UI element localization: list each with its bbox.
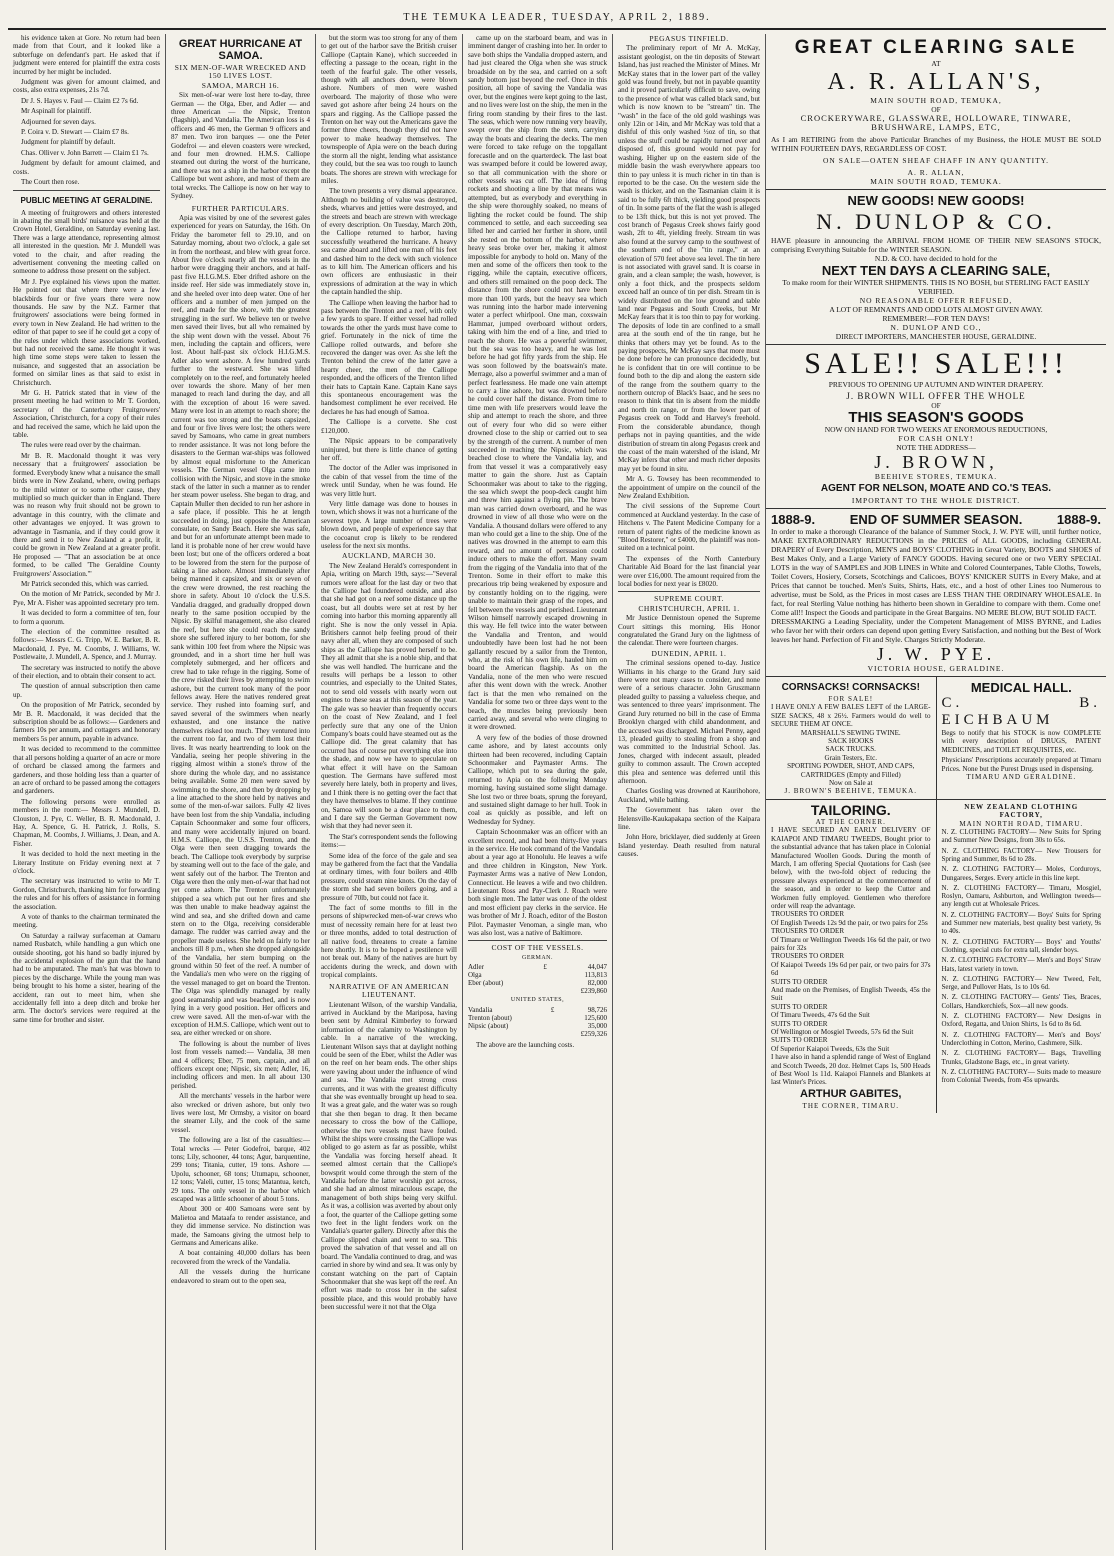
ad-sacks-body: I HAVE ONLY A FEW BALES LEFT of the LARGE-SIZE SACKS, 48 x 26½. Farmers would do well to SECURE THEM AT ONCE. xyxy=(771,703,931,729)
article-subheading: SIX MEN-OF-WAR WRECKED AND 150 LIVES LOST. xyxy=(174,63,307,81)
vessel-name: Vandalia xyxy=(468,1005,493,1014)
paragraph: It was decided to hold the next meeting in the Literary Institute on Friday evening next at 7 o'clock. xyxy=(13,850,160,875)
divider xyxy=(468,940,607,941)
tinfield-article xyxy=(618,44,760,588)
ad-sacks xyxy=(766,677,936,799)
ad-brown-sale: SALE!! SALE!!! xyxy=(804,347,1068,380)
article-heading: GREAT HURRICANE AT SAMOA. xyxy=(178,38,303,62)
paragraph: The Calliope when leaving the harbor had to pass between the Trenton and a reef, with only a few yards to spare. If either vessel had rolled towards the other the yards must have come to grief. Fortunately in the nick of time the Calliope rolled outwards, and before she recovered the danger was over. As she left the Trenton behind the crew of the latter gave a hearty cheer, the men of the Calliope responded, and the officers of the Trenton lifted their hats to Captain Kane. Captain Kane says this spontaneous encouragement was the handsomest compliment he ever received. He declares he has had enough of Samoa. xyxy=(321,298,457,416)
ad-tailor-sig-address: THE CORNER, TIMARU. xyxy=(802,1101,899,1110)
ad-dunlop-p6: REMEMBER!—FOR TEN DAYS! xyxy=(882,314,990,323)
ad-nzcf-item: N. Z. CLOTHING FACTORY— Boys' and Youths' Clothing, special cuts for extra tall, slender boys. xyxy=(941,937,1101,954)
ad-dunlop-big: NEXT TEN DAYS A CLEARING SALE, xyxy=(821,263,1051,278)
column-3 xyxy=(315,34,462,1550)
ad-nzcf-item: N. Z. CLOTHING FACTORY— New Designs in Oxford, Regatta, and Union Shirts, 1s 6d to 8s 6d. xyxy=(941,1012,1101,1029)
ad-tailor-lines xyxy=(771,910,931,1053)
vessel-name: Trenton (about) xyxy=(468,1013,512,1022)
ad-brown-of: OF xyxy=(931,401,941,410)
paragraph: Judgment for plaintiff by default. xyxy=(21,138,116,147)
vessel-name: Olga xyxy=(468,971,482,980)
ad-nzcf-item: N. Z. CLOTHING FACTORY— Suits made to measure from Colonial Tweeds, from 45s upwards. xyxy=(941,1067,1101,1085)
ad-pye-sig-address: VICTORIA HOUSE, GERALDINE. xyxy=(867,664,1005,673)
paragraph: It was decided to form a committee of ten, four to form a quorum. xyxy=(13,609,160,626)
cost-row xyxy=(468,1014,607,1022)
cost-row xyxy=(468,1030,607,1038)
paragraph: Adjourned for seven days. xyxy=(21,117,96,126)
particulars-article xyxy=(171,214,310,1285)
paragraph: The Calliope is a corvette. She cost £120,000. xyxy=(321,418,457,435)
currency xyxy=(551,1030,558,1038)
ad-sacks-line: SPORTING POWDER, SHOT, AND CAPS, xyxy=(787,762,915,771)
ad-pye-year-left: 1888-9. xyxy=(771,512,816,527)
ad-allan-signature: A. R. ALLAN, xyxy=(907,168,965,177)
cost-value: 82,000 xyxy=(587,979,607,988)
paragraph: Some idea of the force of the gale and sea may be gathered from the fact that the Vandalia at ordinary times, with four boilers and 40lb pressure, could steam nine knots. On the day of the storm she had seven boilers going, and a pressure of 70lb, but could not face it. xyxy=(321,851,457,902)
ad-sacks-line: Now on Sale at xyxy=(828,779,873,788)
paragraph: The following are a list of the casualties:— Total wrecks — Peter Godefroi, barque, 402 tons; Lily, schooner, 44 tons; Agur, barquentine, 299 tons; Titania, cutter, 19 tons. Ashore — Upolu, schooner, 68 tons; Utumapu, schooner, 12 tons; Valeli, cutter, 15 tons; Matantua, ketch, 29 tons. The only vessel in the harbor which escaped was a little schooner of about 5 tons. xyxy=(171,1136,310,1204)
cost-value: £259,326 xyxy=(580,1029,607,1038)
paragraph: Mr G. H. Patrick stated that in view of the present meeting he had written to Mr T. Gordon, secretary of the Canterbury Fruitgrowers' Association, Christchurch, for a copy of their rules and had received the same, which he laid upon the table. xyxy=(13,389,160,440)
currency: £ xyxy=(543,963,547,972)
paragraph: The Star's correspondent sends the following items:— xyxy=(321,832,457,850)
ad-pye-signature: J. W. PYE. xyxy=(876,644,996,664)
masthead: THE TEMUKA LEADER, TUESDAY, APRIL 2, 1889. xyxy=(8,6,1106,30)
paragraph: The question of annual subscription then came up. xyxy=(13,682,160,699)
paragraph: Dr J. S. Hayes v. Faul — Claim £2 7s 6d. xyxy=(21,96,139,105)
narrative-continued xyxy=(468,34,607,937)
ad-allan-sig-address: MAIN SOUTH ROAD, TEMUKA. xyxy=(870,177,1002,186)
paragraph: Judgment by default for amount claimed, and costs. xyxy=(13,159,160,176)
ad-sacks-line: Grain Testers, Etc. xyxy=(824,753,878,762)
ad-allan-title: GREAT CLEARING SALE xyxy=(794,37,1078,58)
ad-nzcf-item: N. Z. CLOTHING FACTORY— Moles, Corduroys, Dungarees, Serges. Every article in this line kept. xyxy=(941,865,1101,882)
ad-allan-of: OF xyxy=(931,105,941,114)
hurricane-article xyxy=(171,91,310,200)
cost-row xyxy=(468,979,607,987)
paragraph: Chas. Olliver v. John Barrett — Claim £1 7s. xyxy=(21,148,149,157)
paragraph: Mr Aspinall for plaintiff. xyxy=(21,107,92,116)
paragraph: The civil sessions of the Supreme Court commenced at Auckland yesterday. In the case of Hitchens v. The Patent Medicine Company for a return of patent rights of the medicine known as "Blood Restorer," or £4000, the plaintiff was non-suited on a technical point. xyxy=(618,502,760,553)
ad-medical-body2: Physicians' Prescriptions accurately prepared at Timaru Prices. None but the Purest Drugs used in dispensing. xyxy=(941,756,1101,773)
section-heading: FURTHER PARTICULARS. xyxy=(191,203,290,213)
ad-nzcf-item: N. Z. CLOTHING FACTORY— Bags, Travelling Trunks, Gladstone Bags, etc., in great variety. xyxy=(941,1049,1101,1066)
ad-allan-oaten: ON SALE—OATEN SHEAF CHAFF IN ANY QUANTITY. xyxy=(823,156,1049,165)
dateline: AUCKLAND, MARCH 30. xyxy=(341,551,437,561)
ad-sacks-signature: J. BROWN'S BEEHIVE, TEMUKA. xyxy=(784,787,918,796)
ad-tailor-line: TROUSERS TO ORDER xyxy=(771,910,845,919)
cost-table-german xyxy=(468,963,607,995)
ad-tailor-line: SUITS TO ORDER xyxy=(771,1036,828,1045)
ad-nzcf-items xyxy=(942,828,1102,1084)
cost-row xyxy=(468,1022,607,1030)
ad-nzcf-address: MAIN NORTH ROAD, TIMARU. xyxy=(959,819,1084,828)
ad-tailor-line: And made on the Premises, of English Tweeds, 45s the Suit xyxy=(771,986,931,1003)
paragraph: On the proposition of Mr Patrick, seconded by Mr B. R. Macdonald, it was decided that the subscription should be as follows:— Gardeners and farmers 10s per annum, and cottagers and honorary members 5s per annum, payable in advance. xyxy=(13,701,160,743)
ad-nzcf-item: N. Z. CLOTHING FACTORY— Men's and Boys' Straw Hats, latest variety in town. xyxy=(941,956,1101,973)
article-heading: PEGASUS TINFIELD. xyxy=(649,34,729,43)
ad-tailor-body: I HAVE SECURED AN EARLY DELIVERY OF KAIAPOI AND TIMARU TWEEDS, Bought prior to the substantial advance that has taken place in Colonial Manufactured Woollen Goods. During the month of March, I am offering Special Quotations for Cash (see below), with the two-fold object of reducing the pressure always experienced at the commencement of the season, and in order to keep the Cutter and Workmen fully employed. Gentlemen who therefore order will reap the advantage. xyxy=(771,826,931,910)
ad-pye xyxy=(766,509,1106,677)
paragraph: The criminal sessions opened to-day. Justice Williams in his charge to the Grand Jury said there were not many cases to consider, and none were of a serious character. John Gruszmann pleaded guilty to passing a valueless cheque, and was sentenced to three years' imprisonment. The Grand Jury returned no bill in the case of Emma Brooklyn charged with child abandonment, and the accused was discharged. Michael Penny, aged 13, pleaded guilty to stealing from a shop and was committed to the Industrial School. Jas. Jones, charged with indecent assault, pleaded guilty to common assault. The Crown accepted this plea and sentence was deferred until this afternoon. xyxy=(618,659,760,785)
ad-brown-now: NOW ON HAND FOR TWO WEEKS AT ENORMOUS REDUCTIONS, xyxy=(824,425,1048,434)
ad-tailor-line: Of Timaru Tweeds, 47s 6d the Suit xyxy=(771,1011,870,1020)
ad-nzcf-item: N. Z. CLOTHING FACTORY— Timaru, Mosgiel, Roslyn, Oamaru, Ashburton, and Wellington tweeds—any length cut at Wholesale Prices. xyxy=(941,883,1101,909)
ad-sacks-line: SACK TRUCKS. xyxy=(825,745,876,754)
paragraph: On Saturday a railway surfaceman at Oamaru named Rusbatch, while handling a gun which one outside shooting, got his hand so badly injured by the accidental explosion of the gun that the hand had to be amputated. The man's hat was blown to pieces by the discharge. While the young man was being brought to his home a sister, hearing of the accident, ran out to meet him, when she accidentally fell into a deep ditch and broke her arm. The doctor's services were required at the same time for brother and sister. xyxy=(13,931,160,1024)
ad-allan-at: AT xyxy=(931,59,941,68)
ad-dunlop xyxy=(766,190,1106,345)
ad-brown-agent: AGENT FOR NELSON, MOATE AND CO.'S TEAS. xyxy=(820,483,1052,494)
ad-tailor-line: Of Superior Kaiapoi Tweeds, 63s the Suit xyxy=(771,1044,890,1053)
currency xyxy=(551,1022,558,1030)
ad-pye-year-right: 1888-9. xyxy=(1056,512,1101,527)
ad-nzcf-item: N. Z. CLOTHING FACTORY— Boys' Suits for Spring and Summer new materials, best quality best variety, 9s to 40s. xyxy=(941,910,1101,936)
ad-medical-place: TIMARU AND GERALDINE. xyxy=(966,773,1077,782)
column-2 xyxy=(165,34,315,1550)
ad-sacks-lines xyxy=(771,729,931,788)
ad-nzcf-item: N. Z. CLOTHING FACTORY— Gents' Ties, Braces, Collars, Handkerchiefs, Sox—all new goods. xyxy=(941,993,1101,1010)
paragraph: The following is about the number of lives lost from vessels named:— Vandalia, 38 men and 4 officers; Eber, 75 men, captain, and all officers except one; Nipsic, six men; Adler, 16, including officers and men. In all about 130 perished. xyxy=(171,1039,310,1090)
ad-brown-offer: J. BROWN WILL OFFER THE WHOLE xyxy=(846,391,1026,401)
section-heading: NARRATIVE OF AN AMERICAN LIEUTENANT. xyxy=(329,981,449,1000)
paragraph: came up on the starboard beam, and was in imminent danger of crashing into her. In order to save both ships the Vandalia dropped astern, and had just cleared the Olga when she was struck broadside on by the sea, and carried on a soft sandy bottom just beyond the reef. Once in this position, all hope of saving the Vandalia was over, but the engines were kept going to the last, and no lives were lost on the ship, the men in the firing room standing by their fires to the last. The seas, which were now running very heavily, swept over the ship from the stern, carrying away the boats and clearing the decks. The men were forced to take refuge on the topgallant forecastle and on the quarterdeck. The last boat was swamped before it could be lowered away, so that all communication with the shore or other vessels was cut off. The idea of firing rockets and shooting a line by that means was attempted, but as everybody and everything in the ship were thoroughly soaked, no means of lighting the rocket could be found. The ship commenced to settle, and each succeeding sea lifted her and carried her further in shore, until she rested on the bottom of the harbor, where heavy seas broke over her, making it almost impossible for anybody to hold on. Many of the men and some of the officers then took to the rigging, while the captain, executive officers, and others still remained on the poop deck. The distance from the shore could not have been more than 100 yards, but the heavy sea which was running into the harbor made intervening water a perfect whirlpool. One man, coxswain Hammar, jumped overboard without orders, taking with him the end of a line, and tried to reach the shore. He was a powerful swimmer, but the sea was too heavy, and he was lost before he had got fifty yards from the ship. He was soon followed by the boatswain's mate. Merrage, also a powerful swimmer and a man of perfect fearlessness. He made one vain attempt to carry a line ashore, but was drowned before he could cover half the distance. From time to time men with life preservers would leave the ship and attempt to reach the shore, and three out of every four who did so were either drowned close to the ship or carried out to sea by the strength of the current. A number of men succeeded in reaching the Nipsic, which was beached close to where the Vandalia lay, and from that vessel it was a comparatively easy matter to gain the shore. Just as Captain Schoonmaker was about to take to the rigging, the sea which swept the poop-deck caught him and threw him against a flying pin. The brave man was carried down overboard, and he was drowned in view of all those who were on the Vandalia. A thousand dollars were offered to any man who could get a line to the ship. One of the natives was drowned in the attempt to earn this reward, and no amount of persuasion could induce others to make the effort. Many swam from the rigging of the Vandalia into that of the Trenton. Some in their effort to make this precarious trip being weakened by exposure and by constantly holding on to the rigging, were unable to maintain their grasp of the ropes, and fell between the vessels and perished. Lieutenant Wilson himself narrowly escaped drowning in this way. He fell twice into the water between the Vandalia and Trenton, and would undoubtedly have been lost had he not been gallantly rescued by a sailor from the Trenton, who, at the risk of his own life, hauled him on board the American flagship. As on the Vandalia, none of the men who were rescued after this went down with the wreck. Another fact is that the men who remained on the Vandalia for some two or three days went to the beach, the muscles being previously been carried away, and several who were clinging to it were drowned. xyxy=(468,34,607,732)
ad-nzcf-item: N. Z. CLOTHING FACTORY— New Suits for Spring and Summer New Designs, from 30s to 65s. xyxy=(941,828,1101,845)
cost-german-label: GERMAN. xyxy=(521,954,553,961)
cost-row xyxy=(468,1006,607,1014)
paragraph: P. Coira v. D. Stewart — Claim £7 8s. xyxy=(21,128,129,137)
ad-tailor-head: TAILORING. xyxy=(810,801,891,818)
cost-table-us xyxy=(468,1006,607,1038)
ad-tailor-line: Of Kaiapoi Tweeds 19s 6d per pair, or two pairs for 37s 6d xyxy=(771,960,931,978)
paragraph: Mr Justice Dennistoun opened the Supreme Court sittings this morning. His Honor congratulated the Grand Jury on the lightness of the calendar. There were fourteen charges. xyxy=(618,614,760,648)
paragraph: The secretary was instructed to write to Mr T. Gordon, Christchurch, thanking him for forwarding the rules and for his offers of assistance in forming the association. xyxy=(13,877,160,911)
ad-dunlop-p3: To make room for their WINTER SHIPMENTS. THIS IS NO BOSH, but STERLING FACT EASILY VERIFIED. xyxy=(782,278,1090,296)
paragraph: The Nipsic appears to be comparatively uninjured, but there is little chance of getting her off. xyxy=(321,437,457,462)
paragraph: his evidence taken at Gore. No return had been made from that Court, and it looked like a subterfuge on defendant's part. He asked that if judgment were entered for plaintiff the extra costs incurred by her might be included. xyxy=(13,34,160,76)
ad-dunlop-head: NEW GOODS! NEW GOODS! xyxy=(847,193,1025,208)
ad-tailor-at: AT THE CORNER. xyxy=(815,817,886,826)
ad-nzcf-head: NEW ZEALAND CLOTHING FACTORY, xyxy=(964,802,1079,820)
cost-value: 44,047 xyxy=(587,963,607,972)
ad-brown-prev: PREVIOUS TO OPENING UP AUTUMN AND WINTER DRAPERY. xyxy=(828,380,1044,389)
ad-pye-header xyxy=(771,512,1101,527)
divider xyxy=(13,190,160,191)
hurricane-continued xyxy=(321,34,457,550)
ad-dunlop-name: N. DUNLOP & CO. xyxy=(816,209,1056,234)
paragraph: The town presents a very dismal appearance. Although no building of value was destroyed, sheds, wharves and jetties were destroyed, and the streets and beach are strewn with wreckage of every description. On Tuesday, March 20th, the Calliope returned to harbor, having successfully weathered the hurricane. A heavy sea came aboard and lifted one man off his feet and dashed him to the deck with such violence as to kill him. The American officers and his own officers are enthusiastic in their expressions of admiration at the way in which the captain handled the ship. xyxy=(321,187,457,297)
ad-tailor-line: Of Wellington or Mosgiel Tweeds, 57s 6d the Suit xyxy=(771,1028,914,1037)
paragraph: A very few of the bodies of those drowned came ashore, and by latest accounts only thirteen had been recovered, including Captain Schoonmaker and Paymaster Arms. The Calliope, which put to sea during the gale, returned to Apia on the following Monday morning, having sustained some slight damage. She lost two or three boats, sprung the foreyard, and sustained slight damage to her hull. Took in coal as quickly as possible, and left on Wednesday for Sydney. xyxy=(468,733,607,826)
ad-tailor xyxy=(766,800,936,1113)
paragraph: Mr A. G. Towsey has been recommended to the appointment of umpire on the council of the New Zealand Exhibition. xyxy=(618,475,760,500)
cost-row xyxy=(468,987,607,995)
paragraph: On the motion of Mr Patrick, seconded by Mr J. Pye, Mr A. Fisher was appointed secretary pro tem. xyxy=(13,590,160,607)
dunedin-article xyxy=(618,659,760,858)
court-report xyxy=(13,34,160,187)
ad-allan-name: A. R. ALLAN'S, xyxy=(827,69,1045,95)
ad-dunlop-p2: N.D. & CO. have decided to hold for the xyxy=(874,254,998,263)
court-article xyxy=(618,614,760,648)
column-1 xyxy=(8,34,165,1550)
cost-value: £239,860 xyxy=(580,987,607,996)
ad-dunlop-sig-address: DIRECT IMPORTERS, MANCHESTER HOUSE, GERALDINE. xyxy=(835,332,1037,341)
paragraph: All the vessels during the hurricane endeavored to steam out to the open sea, xyxy=(171,1268,310,1285)
section-heading: SUPREME COURT. xyxy=(654,594,724,604)
ad-dunlop-signature: N. DUNLOP AND CO., xyxy=(890,323,982,332)
ad-tailor-line: Of English Tweeds 12s 9d the pair, or two pairs for 25s xyxy=(771,918,928,927)
paragraph: All the merchants' vessels in the harbor were also wrecked or driven ashore, but only two lives were lost, Mr Ormsby, a visitor on board the steamer Lily, and the cook of the same vessel. xyxy=(171,1092,310,1134)
ad-brown-stores: BEEHIVE STORES, TEMUKA. xyxy=(874,472,998,481)
paragraph: It was decided to recommend to the committee that all persons holding a quarter of an acre or more of orchard be classed among the farmers and gardeners, and those holding less than a quarter of an acre of orchard to be passed among the cottagers and gardeners. xyxy=(13,745,160,796)
vessel-name xyxy=(468,987,543,995)
cost-value: 35,000 xyxy=(587,1021,607,1030)
column-4 xyxy=(462,34,612,1550)
narrative-article xyxy=(321,1001,457,1312)
dateline: SAMOA, MARCH 16. xyxy=(201,80,280,90)
cost-note: The above are the launching costs. xyxy=(476,1040,575,1049)
paragraph: Mr B. R. Macdonald thought it was very necessary that a fruitgrowers' association be formed. Everybody knew what a nuisance the small birds were in New Zealand, where, owing perhaps to the mild winter or to some other cause, they multiplied so much quicker than in England. There was no reason why fruit should not be grown to advantage in this country, with the climate and other advantages we enjoyed. It was grown to advantage in Tasmania, and if they could grow it there and send it to New Zealand at a profit, it could be grown in New Zealand at a greater profit. He proposed — "That an association be at once formed, to be called 'The Geraldine County Fruitgrowers' Association.'" xyxy=(13,451,160,578)
paragraph: John Hore, bricklayer, died suddenly at Green Island yesterday. Death resulted from natural causes. xyxy=(618,833,760,859)
ad-nzcf-item: N. Z. CLOTHING FACTORY— New Trousers for Spring and Summer, 8s 6d to 28s. xyxy=(941,846,1101,863)
ad-nzcf-item: N. Z. CLOTHING FACTORY— New Tweed, Felt, Serge, and Pullover Hats, 1s to 10s 6d. xyxy=(941,974,1101,992)
ad-sacks-head: CORNSACKS! CORNSACKS! xyxy=(781,682,920,693)
paragraph: but the storm was too strong for any of them to get out of the harbor save the British cruiser Calliope (Captain Kane), which succeeded in effecting a passage to the ocean, right in the teeth of the fearful gale. The other vessels, though with all anchors down, were blown ashore. Numbers of men were washed overboard. The majority of those who were saved got ashore after being 24 hours on the spars and rigging. As the Calliope passed the Trenton on her way out the Americans gave the former three cheers, though they did not have power to make headway themselves. The townspeople of Apia were on the beach during the storm all the night, lending what assistance they could, but the sea was too rough to launch boats. The shores are strewn with wreckage for miles. xyxy=(321,34,457,185)
ad-brown-cash: FOR CASH ONLY! xyxy=(898,434,974,443)
currency: £ xyxy=(550,1005,555,1014)
cost-value: 113,813 xyxy=(584,971,607,980)
ad-sacks-line: MARSHALL'S SEWING TWINE. xyxy=(800,728,901,737)
vessel-name xyxy=(468,1030,551,1038)
ad-medical-body: Begs to notify that his STOCK is now COMPLETE with every description of DRUGS, PATENT MEDICINES, and TOILET REQUISITES, etc. xyxy=(941,729,1101,754)
ad-medical xyxy=(936,677,1107,799)
ad-pye-title: END OF SUMMER SEASON. xyxy=(849,512,1023,527)
currency xyxy=(543,971,550,979)
ad-nzcf xyxy=(936,800,1107,1113)
currency xyxy=(543,979,550,987)
paragraph: The following persons were enrolled as members in the room:— Messrs J. Mundell, D. Clouston, J. Pye, C. Weller, B. R. Macdonald, J. Hay, A. Spence, G. H. Patrick, J. Rolls, S. Chapman, M. Coombs, J. Williams, J. Dean, and A. Fisher. xyxy=(13,797,160,848)
vessel-name: Adler xyxy=(468,963,484,972)
column-5 xyxy=(612,34,765,1550)
ad-dunlop-p4: NO REASONABLE OFFER REFUSED, xyxy=(859,296,1013,305)
cost-row xyxy=(468,963,607,971)
paragraph: A vote of thanks to the chairman terminated the meeting. xyxy=(13,913,160,930)
ad-row-tailoring xyxy=(766,800,1106,1113)
paragraph: The fact of some months to fill in the persons of shipwrecked men-of-war crews who must of necessity remain here for at least two or three months, added to total destruction of all native food, threatens to create a famine here shortly. It is to be hoped a pestilence will not break out. Many of the natives are hurt by accidents during the wreck, and down with tropical complaints. xyxy=(321,904,457,980)
paragraph: The Court then rose. xyxy=(21,178,80,187)
paragraph: A boat containing 40,000 dollars has been recovered from the wreck of the Vandalia. xyxy=(171,1249,310,1266)
paragraph: Mr Patrick seconded this, which was carried. xyxy=(21,579,149,588)
ad-tailor-line: SUITS TO ORDER xyxy=(771,1019,828,1028)
paragraph: The doctor of the Adler was imprisoned in the cabin of that vessel from the time of the wreck until Sunday, when he was found. He was very little hurt. xyxy=(321,464,457,498)
paragraph: Captain Schoonmaker was an officer with an excellent record, and had been thirty-five years in the service. He took command of the Vandalia about a year ago at Honolulu. He leaves a wife and three children in Kingston, New York. Paymaster Arms was a native of New London, Connecticut. He leaves a wife and two children. Lieutenant Ross and Pay-Clerk J. Roach were both single men. The latter was one of the oldest and most efficient pay clerks in the service. He was brother of Mr J. Roach, editor of the Boston Pilot. Paymaster Venoman, a single man, who was also lost, was a native of Baltimore. xyxy=(468,828,607,938)
auckland-article xyxy=(321,562,457,980)
paragraph: A meeting of fruitgrowers and others interested in abating the small birds' nuisance was held at the Crown Hotel, Geraldine, on Saturday evening last. There was a large attendance, representing almost all interested in the question. Mr J. Mundell was voted to the chair, and after reading the advertisement convening the meeting called on someone to address those present on the subject. xyxy=(13,208,160,276)
paragraph: The New Zealand Herald's correspondent in Apia, writing on March 19th, says:—"Several rumors were afloat for the last day or two that the Calliope had foundered outside, and also that she had got on a reef some distance up the coast, but all doubts were set at rest by her coming into harbor this morning apparently all right. She is now the only vessel in Apia. Britishers cannot help feeling proud of their navy after all, when they are composed of such ships as the Calliope has proved herself to be. They all admit that she is a noble ship, and that she was well handled. The hurricane and the results will perhaps be a lesson to other countries, and especially to the United States, not to send old vessels with nearly worn out engines to these seas at this season of the year. The gale was so heavier than frequently occurs on the coast of New Zealand, and I feel perfectly sure that any one of the Union Company's boats could have steamed out as the Calliope did. The great calamity that has occurred has of course put everything else into the shade, and now we have to speculate on what effect it will have on the Samoan question. The Germans have suffered most severely here lately, both in property and lives, and I think there is no getting over the fact that they have themselves to blame. If they continue on, Samoa will soon be a dear place to them, and I dare say the German Government now wish that they had never seen it. xyxy=(321,561,457,831)
advertisements-column xyxy=(765,34,1106,1550)
dateline: DUNEDIN, APRIL 1. xyxy=(651,648,727,658)
ad-nzcf-item: N. Z. CLOTHING FACTORY— Men's and Boys' Underclothing in Cotton, Merino, Cashmere, Silk. xyxy=(941,1030,1101,1047)
dateline: CHRISTCHURCH, APRIL 1. xyxy=(638,603,740,613)
cost-value: 98,726 xyxy=(587,1005,607,1014)
ad-tailor-line: SUITS TO ORDER xyxy=(771,1002,828,1011)
article-heading: PUBLIC MEETING AT GERALDINE. xyxy=(20,195,153,205)
ad-tailor-line: TROUSERS TO ORDER xyxy=(771,927,845,936)
ad-tailor-signature: ARTHUR GABITES, xyxy=(800,1087,902,1100)
paragraph: Lieutenant Wilson, of the warship Vandalia, arrived in Auckland by the Mariposa, having been sent by Admiral Kimberley to forward information of the calamity to Washington by cable. In a narrative of the wrecking, Lieutenant Wilson says that at daylight nothing could be seen of the Eber, whilst the Adler was on the reef on her beam ends. The other ships were yawing about under the influence of wind and sea. The Vandalia met strong cross currents, and it was with the greatest difficulty that she was eventually brought up head to sea. It was a great gale, and the water was so rough that she then began to drag. It then became necessary to cross the bow of the Calliope, otherwise the two vessels must have fouled. Whilst the ships were crossing the Calliope was obliged to go astern as far as possible, whilst the Vandalia was forcing herself ahead. It seemed almost certain that the Calliope's bowsprit would come through the stern of the Vandalia before the latter worship got across, and she had an almost miraculous escape, the management of both ships being very skilful. As it was, a collision was averted by about only a foot, the quarter of the Calliope getting some two feet in the light fenders work on the Vandalia's quarter gallery. Directly after this the Calliope slipped chain and went to sea. This proved the salvation of that vessel and all on board. The Vandalia continued to drag, and was carried in shore by wind and sea. It was only by constant watching on the part of Captain Schoonmaker that she was kept off the reef. An effort was made to cross her in the safest possible place, and this would probably have been successful were it not that the Olga xyxy=(321,1000,457,1312)
ad-brown-important: IMPORTANT TO THE WHOLE DISTRICT. xyxy=(851,496,1021,505)
meeting-article xyxy=(13,209,160,1025)
ad-medical-head: MEDICAL HALL. xyxy=(970,680,1072,695)
ad-tailor-footer: I have also in hand a splendid range of West of England and Scotch Tweeds, 20 doz. Helmet Caps 1s, 500 Heads of Best Wool 1s 11d. Kaiapoi Flannels and Blankets at last Winter's Prices. xyxy=(771,1053,931,1087)
currency xyxy=(543,987,550,995)
ad-brown-goods: THIS SEASON'S GOODS xyxy=(848,409,1024,426)
vessel-name: Nipsic (about) xyxy=(468,1021,509,1030)
ad-brown-name: J. BROWN, xyxy=(874,452,998,472)
ad-allan-goods: CROCKERYWARE, GLASSWARE, HOLLOWARE, TINWARE, BRUSHWARE, LAMPS, ETC, xyxy=(800,113,1072,132)
paragraph: The expenses of the North Canterbury Charitable Aid Board for the last financial year were over £16,000. The amount required from the local bodies for next year is £8020. xyxy=(618,554,760,588)
paragraph: Apia was visited by one of the severest gales experienced for years on Saturday, the 16th. On Friday the barometer fell to 29.10, and on Saturday morning, about two o'clock, a gale set in from the northeast, and blew with great force. About five o'clock nearly all the vessels in the harbor were dragging their anchors, and at half-past five H.I.G.M.S. Eber drifted ashore on the inside reef. Her side was immediately stove in, and she heeled over into deep water. One of her officers and a number of men jumped on the reef, and made for the shore, with the greatest struggling in the surf. We believe ten or twelve men saved their lives, but all who remained by the ship went down with the vessel. About 76 men, including the captain and officers, were lost. About half-past six o'clock H.I.G.M.S. Adler also went ashore. A few hundred yards further to the westward. She was lifted completely on to the reef, and fortunately heeled over towards the shore. Many of her men managed to reach land during the day, and all with the exception of about 16 were saved. Many were lost in an attempt to reach shore; the current was too strong and the boats capsized, and four or five lives were lost; the others were saved by Samoans, who came in great numbers to render assistance. It was not long before the disasters to the German war-ships was followed by almost equal misfortune to the American vessels. The German vessel Olga came into collision with the Nipsic, and stove in the smoke stack of the latter in such a manner as to render her steam power useless. She began to drag, and Captain Muller then decided to run her ashore in a safe place, if possible. This he at length succeeded in doing, just opposite the American consulate, on Sandy Beach. Here she was safe, and but for an unfortunate attempt been made to land it is probable none of her crew would have been lost; but one of the officers ordered a boat to be lowered from the stern for the purpose of taking a line ashore. Almost immediately after being manned it capsized, and six or seven of the crew were drowned, the rest reaching the shore in safety. About 10 o'clock the U.S.S. Vandalia dragged, and gradually dropped down nearly to the same position occupied by the Nipsic. By skilful management, she also cleared the reef, but here she could reach the sandy shore she suffered injury to her bottom, for she sank within 100 feet from where the Nipsic was grounded, and in a short time her hull was completely submerged, and her officers and crew had to take refuge in the rigging. Some of the crew risked their lives by attempting to swim ashore, but the current took many of the poor fellows away. Here the natives rendered great service. They rushed into foaming surf, and saved several of the swimmers when nearly exhausted, and one instance the native themselves risked too much. They ventured into the current too far, and two of them lost their lives. It was nearly heartrending to look on the Vandalia, seeing her people shivering in the rigging almost within a stone's throw of the shore during the whole day, and no assistance being available. Some 20 men were saved by swimming to the shore, and then by dropping by a line attached to the shore held by natives and some of the men-of-war sailors. Fully 42 lives have been lost from the ship Vandalia, including Captain Schoonmaker and some four officers, and many were accidentally injured on board. H.M.S. Calliope, the U.S.S. Trenton, and the Olga were then seen dragging towards the beach. The Calliope took everybody by surprise by steaming well out to the face of the gale, and went safely out of the harbor. The Trenton and Olga were then the only men-of-war that had not yet come ashore. The Trenton unfortunately shipped a sea which put out her fires and she was then unable to make headway against the wind and sea, and she drifted down and came stern on to the Olga, receiving considerable damage. The rudder was carried away and the propeller made useless. She held on fairly to her anchors till 8 p.m., when she dropped alongside of the Vandalia, her stern bumping on the ground within 50 feet of the reef. A number of the Vandalia's men who were on the rigging of the vessel managed to get on board the Trenton. The Olga was splendidly managed by really good seamanship and was beached, and is now lying in a very good position. Her officers and crew were saved. All the men-of-war with the exception of H.M.S. Calliope, which went out to sea, are either wrecked or on shore. xyxy=(171,213,310,1038)
cost-us-label: UNITED STATES, xyxy=(510,997,565,1004)
ad-tailor-line: Of Timaru or Wellington Tweeds 16s 6d the pair, or two pairs for 32s xyxy=(771,935,931,952)
cost-value: 125,600 xyxy=(584,1013,607,1022)
ad-allan-address: MAIN SOUTH ROAD, TEMUKA, xyxy=(870,96,1002,105)
ad-tailor-line: SUITS TO ORDER xyxy=(771,977,828,986)
paragraph: Mr J. Pye explained his views upon the matter. He pointed out that where there were a few blackbirds four or five years there were now thousands. He saw by the N.Z. Farmer that fruitgrowers' associations were being formed in every town in New Zealand. He had written to the editor of that paper to see if he could get a copy of the rules under which these associations worked, but had not received the same. He thought it was high time some steps were taken to lessen the nuisance, and suggested that an association be formed on similar lines as that said to exist in Christchurch. xyxy=(13,277,160,387)
paragraph: The preliminary report of Mr A. McKay, assistant geologist, on the tin deposits of Stewart Island, has just reached the Minister of Mines. Mr McKay states that in the lower part of the valley gold was found freely, but not in payable quantity and it proved particularly difficult to save, owing to the presence of what was called black sand, but which is now known to be "stream" tin. The "wash" in the face of the old gold washings was only 12in or 14in, and Mr McKay was told that a dishful of this only washed ½oz of tin, so that unless the stuff could be rapidly turned over and disposed of, this ground would not pay for washing. Higher up on the eastern side of the middle basin the wash everywhere appears too thin to pay unless it is much richer in tin than is reported to be the case. On the western side the wash is thicker, and on the Tasmanian claim it is said to be fully 6ft thick, yielding good prospects of tin. In some parts of the flat the wash is alleged to be 13ft thick, but this is not yet proved. The cost branch of Pegasus Creek shows fairly good wash, 2ft to 4ft, yielding freely. Stream tin was also found at the survey camp to the southwest of the southern end of the "tin range," at an elevation of 570 feet above sea level. The tin here is not associated with gravel sand. It is coarse in grain, and a clean sample; the wash, however, is only a foot thick, and the prospects seldom exceed half an ounce of tin per dish. Stream tin is widely distributed on the low ground and table land near Pegasus and South Creeks, but Mr McKay fears that it is too thin to pay for working. The deposits of lode tin are confined to a small area at the south end of the tin range, but he thinks that others may yet be found. As to the paying prospects, Mr McKay says that more must be done before he can pronounce decidedly, but he is confident that tin ore will continue to be found both to the dip and along the eastern side of the range from the southern quarry to the northern outcrop of Black's Isaac, and he sees no reason to think that tin is absent from the middle and north tin range, or from the lower part of Pegasus creek on Todd and Harvey's freehold. From the considerable abundance, though perhaps not in paying quantities, and the wide distribution of stream tin along Pegasus creek and the coast of the main watershed of the island, Mr McKay infers that other and much richer deposits may yet be found in situ. xyxy=(618,44,760,473)
cost-heading: COST OF THE VESSELS. xyxy=(491,943,584,953)
ad-dunlop-p1: HAVE pleasure in announcing the ARRIVAL FROM HOME OF THEIR NEW SEASON'S STOCK, comprising Everything Suitable for the WINTER SEASON. xyxy=(771,236,1101,254)
ad-row-sacks-medical xyxy=(766,677,1106,800)
ad-allan-body: As I am RETIRING from the above Particular Branches of my Business, the HOLE MUST BE SOLD WITHIN FOURTEEN DAYS, REGARDLESS OF COST. xyxy=(771,135,1101,153)
ad-sacks-line: CARTRIDGES (Empty and Filled) xyxy=(800,770,901,779)
paragraph: The rules were read over by the chairman. xyxy=(21,441,141,450)
ad-allan xyxy=(766,34,1106,190)
ad-sacks-line: SACK HOOKS xyxy=(828,737,874,746)
paragraph: Charles Gosling was drowned at Kaurihohore, Auckland, while bathing. xyxy=(618,787,760,804)
ad-brown xyxy=(766,345,1106,509)
currency xyxy=(551,1014,558,1022)
paragraph: The election of the committee resulted as follows:— Messrs C. G. Tripp, W. E. Barker, B. R. Macdonald, J. Pye, M. Coombs, J. Williams, W. Postlewaite, J. Mundell, A. Spence, and J. Murray. xyxy=(13,628,160,662)
divider xyxy=(618,591,760,592)
cost-row xyxy=(468,971,607,979)
ad-brown-note: NOTE THE ADDRESS— xyxy=(896,443,976,452)
ad-tailor-line: TROUSERS TO ORDER xyxy=(771,952,845,961)
ad-dunlop-p5: A LOT OF REMNANTS AND ODD LOTS ALMOST GIVEN AWAY. xyxy=(829,305,1043,314)
paragraph: Judgment was given for amount claimed, and costs, also extra expenses, 21s 7d. xyxy=(13,78,160,95)
ad-sacks-sale: FOR SALE! xyxy=(828,695,874,703)
paragraph: The secretary was instructed to notify the above of their election, and to obtain their consent to act. xyxy=(13,663,160,681)
paragraph: Very little damage was done to houses in town, which shows it was not a hurricane of the severest type. A large number of trees were blown down, and people of experience say that the cocoanut crop is likely to be rendered useless for the next six months. xyxy=(321,499,457,550)
paragraph: The Government has taken over the Helensville-Kaukapakapa section of the Kaipara line. xyxy=(618,806,760,831)
ad-pye-body2: DRESSMAKING a Leading Speciality, under the Competent Management of MISS BYRNE, and Ladies who favor her with their orders can depend upon getting Every Satisfaction, and nothing but the Best of Work leaves her hand. Perfection of Fit and Style. Charges Strictly Moderate. xyxy=(771,617,1101,644)
ad-pye-body: In order to make a thorough Clearance of the balance of Summer Stock, J. W. PYE will, until further notice, MAKE EXTRAORDINARY REDUCTIONS in the PRICES of ALL GOODS, including GENERAL DRAPERY of Every Description, MEN'S and BOYS' CLOTHING in Great Variety, BOOTS and SHOES of Best Makes Only, and a Large Variety of FANCY GOODS. Having secured one or two VERY SPECIAL LOTS in the way of SAMPLES and JOB LINES in White and Colored Counterpanes, Table Cloths, Towels, Toilet Covers, Hosiery, Corsets, Scotchings and Calicoes, BOYS' KNICKER SUITS in Every Make, and at Prices that cannot be touched. Men's Suits, Shirts, Hats, etc., and a host of other Lines too Numerous to advertise, must be Sold, as the Prices in most cases are LESS THAN THE ORDINARY WHOLESALE. In fact, for real Sterling Value nothing has hitherto been shown in Geraldine to compare with them. Come one! Come all!! Inspect the Goods and participate in the Great Bargains. NO MERE BLOW, BUT SOLID FACT. xyxy=(771,527,1101,617)
ad-medical-name: C. B. EICHBAUM xyxy=(941,695,1101,728)
vessel-name: Eber (about) xyxy=(468,979,504,988)
paragraph: Six men-of-war were lost here to-day, three German — the Olga, Eber, and Adler — and three American — the Nipsic, Trenton (flagship), and Vandalia. The American loss is 4 officers and 46 men, the German 9 officers and 87 men. Two iron barques — one the Peter Godefroi — and eleven coasters were wrecked, and four men drowned. H.M.S. Calliope steamed out during the worst of the hurricane, and there was not a ship in the harbor except the Calliope but went ashore, and most of them are total wrecks. The Calliope is now on her way to Sydney. xyxy=(171,91,310,201)
paragraph: About 300 or 400 Samoans were sent by Malietoa and Mataafa to render assistance, and they did immense service. No distinction was made, the Samoans giving the utmost help to Germans and Americans alike. xyxy=(171,1205,310,1248)
